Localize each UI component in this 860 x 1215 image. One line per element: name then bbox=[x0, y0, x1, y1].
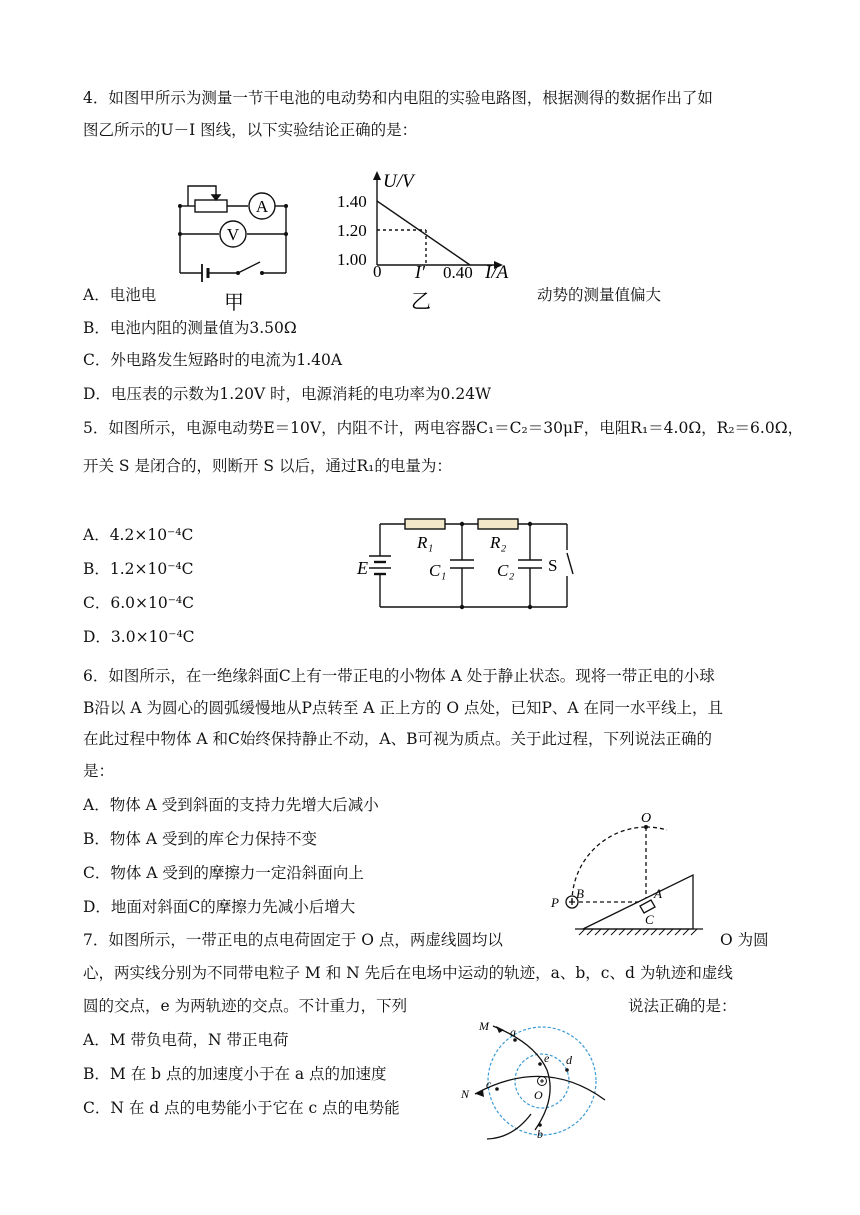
q4-stem-line1: 4．如图甲所示为测量一节干电池的电动势和内电阻的实验电路图，根据测得的数据作出了如 bbox=[83, 89, 713, 107]
q7-option-a: A．M 带负电荷，N 带正电荷 bbox=[83, 1031, 289, 1049]
q7-stem-line3-left: 圆的交点，e 为两轨迹的交点。不计重力，下列 bbox=[83, 997, 408, 1015]
c1-label: C₁ bbox=[429, 561, 447, 580]
point-o-label: O bbox=[641, 811, 652, 826]
x-tick-0-40: 0.40 bbox=[443, 263, 473, 282]
q4-stem-line2: 图乙所示的U－I 图线，以下实验结论正确的是： bbox=[83, 121, 418, 139]
q6-stem-line1: 6．如图所示，在一绝缘斜面C上有一带正电的小物体 A 处于静止状态。现将一带正电的小球 bbox=[83, 667, 715, 685]
q7-stem-line2: 心，两实线分别为不同带电粒子 M 和 N 先后在电场中运动的轨迹，a、b，c、d 为轨迹和虚线 bbox=[83, 964, 733, 982]
point-b-label: b bbox=[537, 1127, 543, 1141]
q5-option-b: B．1.2×10⁻⁴C bbox=[83, 560, 194, 578]
point-e-label: e bbox=[544, 1051, 550, 1065]
point-a-label: A bbox=[654, 886, 662, 901]
incline-c-label: C bbox=[645, 912, 654, 927]
q4-figure-yi bbox=[335, 165, 525, 315]
q7-field-figure bbox=[455, 1018, 625, 1143]
q4-option-c: C．外电路发生短路时的电流为1.40A bbox=[83, 351, 343, 369]
q6-stem-line4: 是： bbox=[83, 762, 115, 780]
y-tick-1-20: 1.20 bbox=[337, 221, 367, 240]
q5-stem-line1: 5．如图所示，电源电动势E＝10V，内阻不计，两电容器C₁＝C₂＝30μF，电阻R₁＝4.0Ω，R₂＝6.0Ω， bbox=[83, 419, 804, 437]
c2-label: C₂ bbox=[497, 561, 515, 580]
q5-circuit-figure bbox=[355, 510, 585, 615]
q6-incline-figure bbox=[545, 805, 715, 945]
x-tick-i-prime: I′ bbox=[415, 262, 425, 282]
q4-option-a-right: 动势的测量值偏大 bbox=[537, 286, 662, 304]
q5-stem-line2: 开关 S 是闭合的，则断开 S 以后，通过R₁的电量为： bbox=[83, 457, 452, 475]
r2-label: R₂ bbox=[490, 533, 507, 552]
y-axis-label: U/V bbox=[383, 171, 414, 192]
point-d-label: d bbox=[566, 1053, 572, 1067]
point-a-label: a bbox=[510, 1025, 516, 1039]
particle-n-label: N bbox=[461, 1087, 470, 1101]
q7-option-b: B．M 在 b 点的加速度小于在 a 点的加速度 bbox=[83, 1065, 387, 1083]
q6-option-c: C．物体 A 受到的摩擦力一定沿斜面向上 bbox=[83, 864, 364, 882]
q4-figure-jia bbox=[168, 178, 298, 313]
q7-stem-line3-right: 说法正确的是： bbox=[628, 997, 737, 1015]
voltmeter-symbol: V bbox=[226, 225, 240, 244]
q5-option-c: C．6.0×10⁻⁴C bbox=[83, 594, 194, 612]
q4-option-b: B．电池内阻的测量值为3.50Ω bbox=[83, 319, 297, 337]
q4-option-a-left: A．电池电 bbox=[83, 286, 157, 304]
point-b-label: B bbox=[576, 886, 584, 901]
center-o-label: O bbox=[534, 1088, 543, 1102]
q6-option-b: B．物体 A 受到的库仑力保持不变 bbox=[83, 830, 317, 848]
q5-option-a: A．4.2×10⁻⁴C bbox=[83, 526, 194, 544]
q6-stem-line3: 在此过程中物体 A 和C始终保持静止不动，A、B可视为质点。关于此过程，下列说法正确的 bbox=[83, 730, 712, 748]
q5-option-d: D．3.0×10⁻⁴C bbox=[83, 628, 195, 646]
ammeter-symbol: A bbox=[255, 197, 269, 216]
q7-option-c: C．N 在 d 点的电势能小于它在 c 点的电势能 bbox=[83, 1099, 400, 1117]
point-c-label: c bbox=[486, 1077, 492, 1091]
emf-label: E bbox=[357, 558, 368, 578]
origin-label: 0 bbox=[373, 262, 382, 281]
y-tick-1-00: 1.00 bbox=[337, 250, 367, 269]
q4-option-d: D．电压表的示数为1.20V 时，电源消耗的电功率为0.24W bbox=[83, 385, 492, 403]
switch-label: S bbox=[548, 556, 558, 575]
x-axis-label: I/A bbox=[485, 262, 509, 283]
y-tick-1-40: 1.40 bbox=[337, 192, 367, 211]
particle-m-label: M bbox=[479, 1019, 489, 1033]
figure-jia-label: 甲 bbox=[224, 292, 244, 313]
figure-yi-label: 乙 bbox=[411, 291, 431, 313]
q6-option-a: A．物体 A 受到斜面的支持力先增大后减小 bbox=[83, 796, 379, 814]
q7-stem-line1-left: 7．如图所示，一带正电的点电荷固定于 O 点，两虚线圆均以 bbox=[83, 931, 503, 949]
q6-stem-line2: B沿以 A 为圆心的圆弧缓慢地从P点转至 A 正上方的 O 点处，已知P、A 在同一水平线上，且 bbox=[83, 699, 724, 717]
q7-stem-line1-right: O 为圆 bbox=[720, 931, 769, 949]
q6-option-d: D．地面对斜面C的摩擦力先减小后增大 bbox=[83, 898, 356, 916]
point-p-label: P bbox=[551, 895, 559, 910]
r1-label: R₁ bbox=[417, 533, 434, 552]
